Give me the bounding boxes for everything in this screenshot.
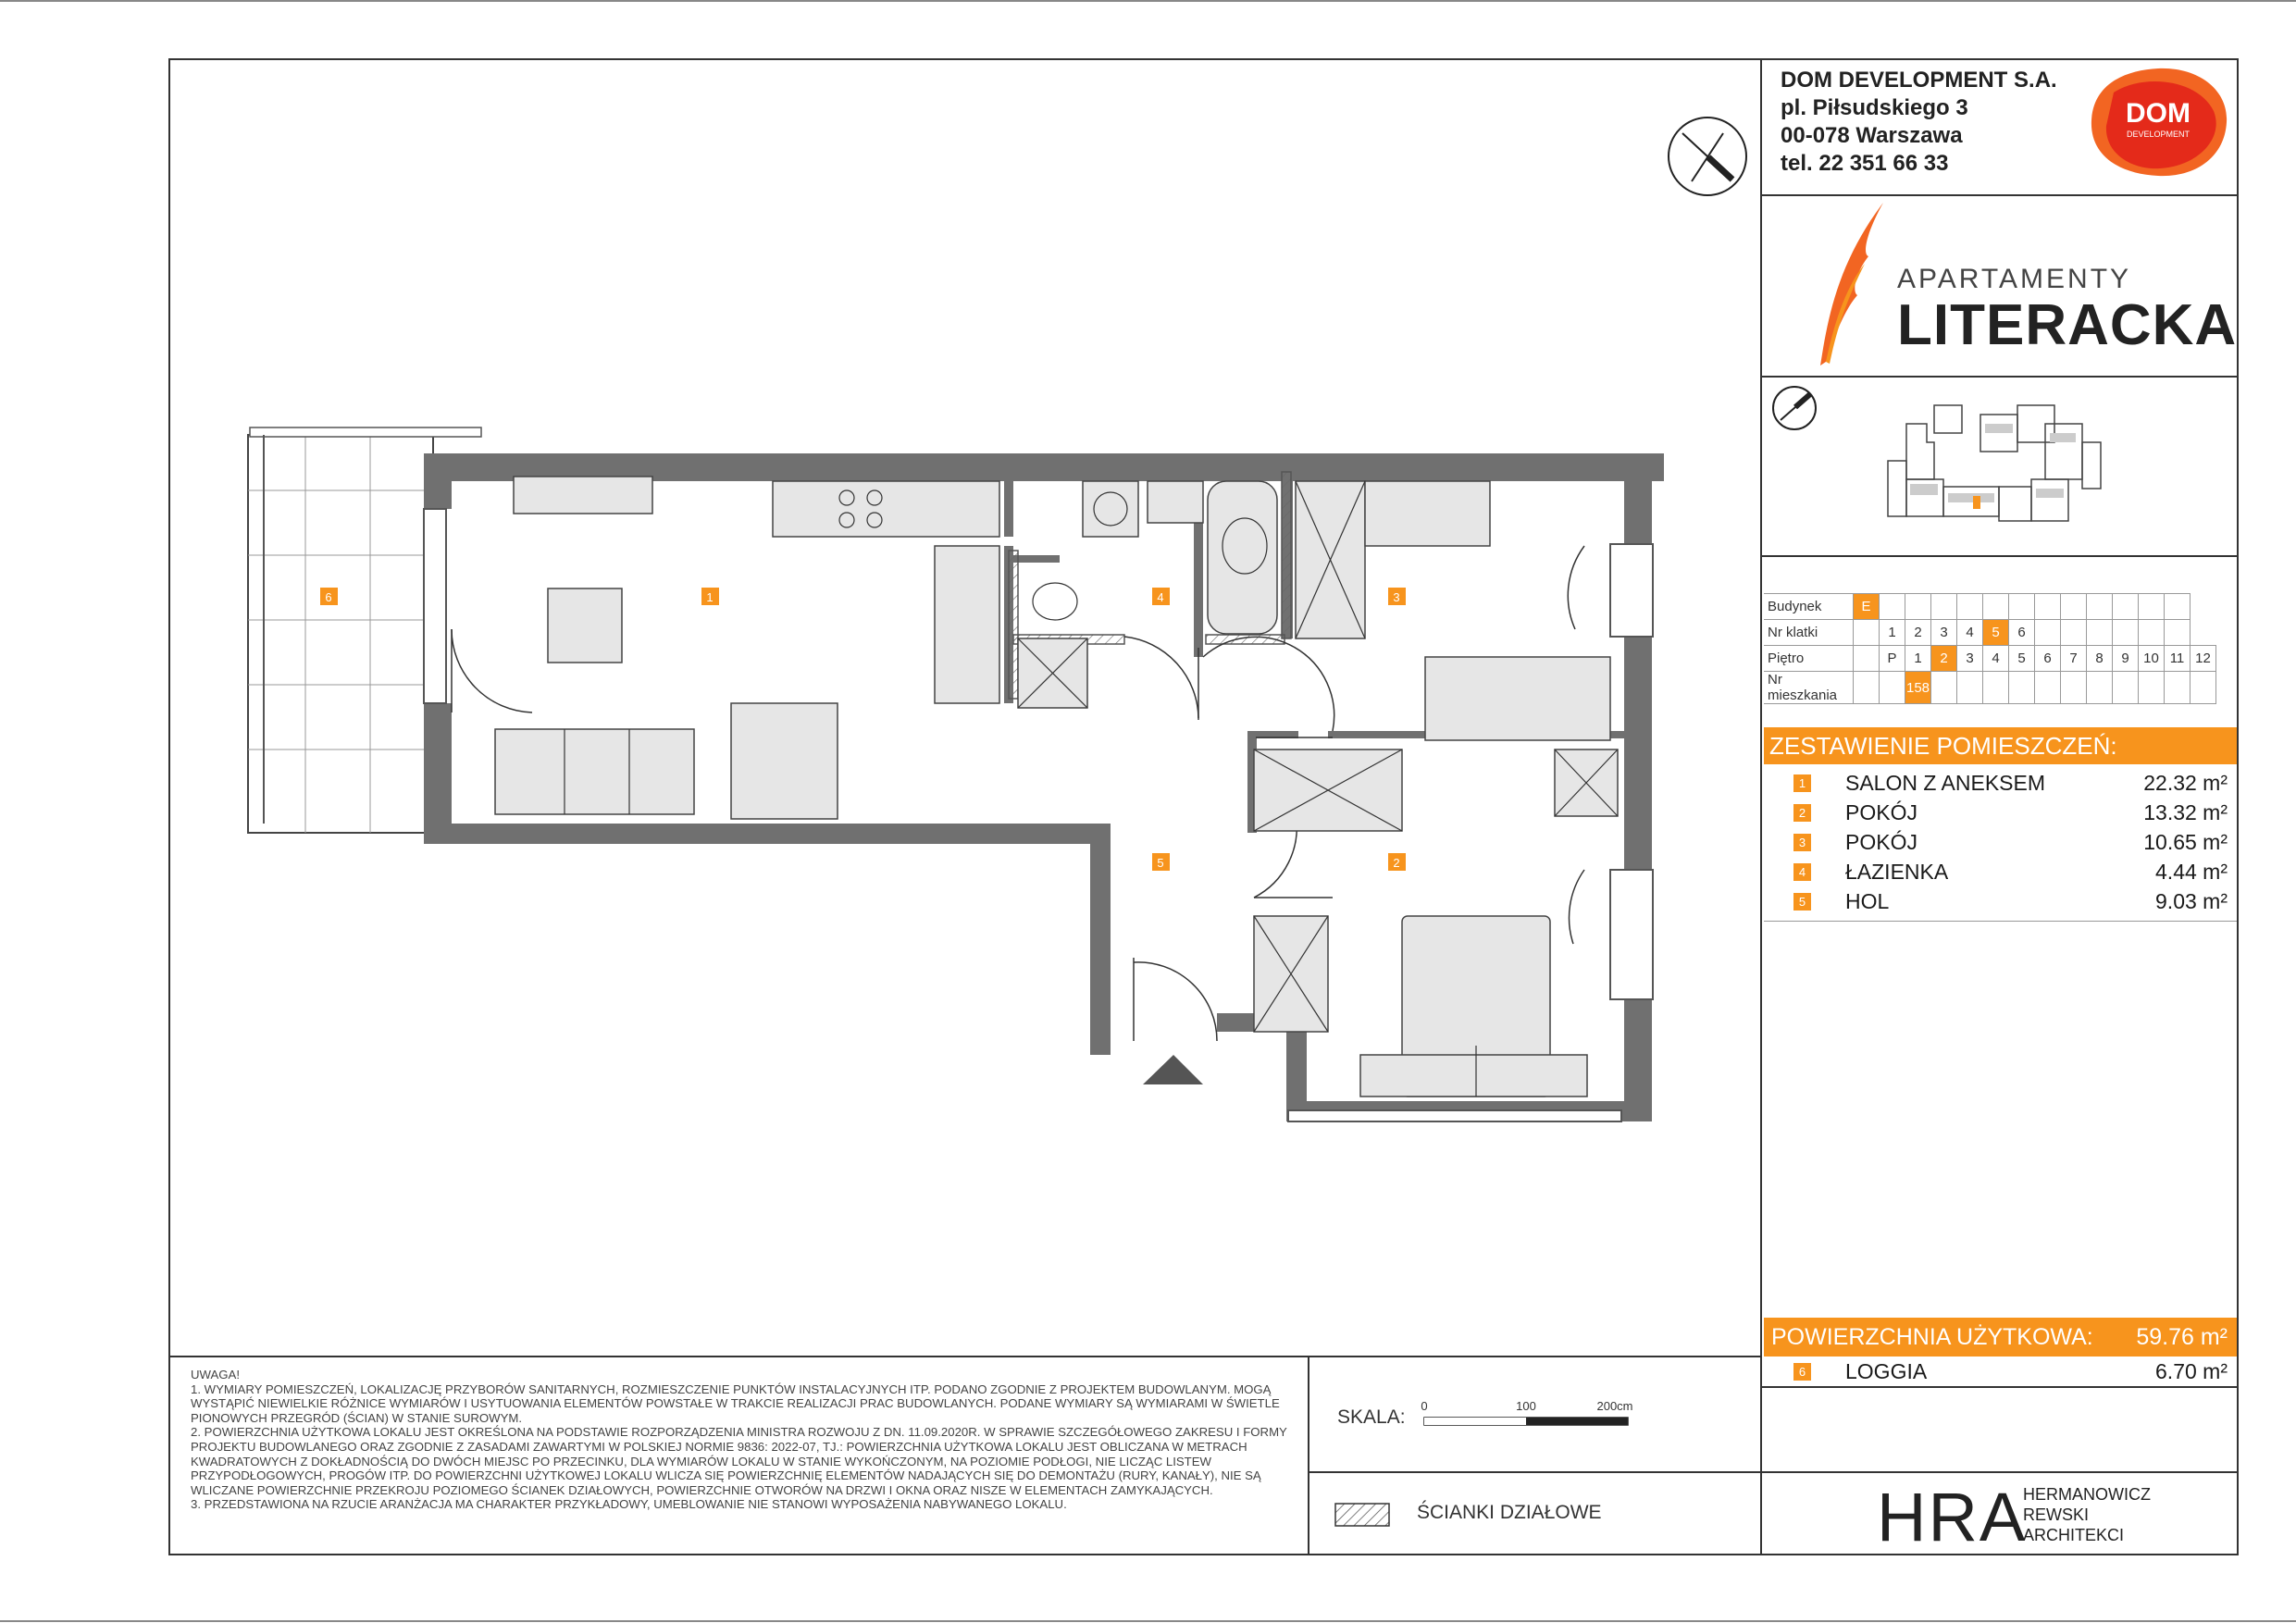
room-area: 6.70 m² — [2155, 1359, 2228, 1383]
scale-tick-200: 200cm — [1596, 1399, 1633, 1413]
building-label: Budynek — [1764, 594, 1854, 620]
panel-divider — [1760, 194, 2239, 196]
building-key-plan — [1869, 387, 2128, 535]
total-area-value: 59.76 m² — [2136, 1324, 2228, 1350]
plan-marker-1: 1 — [706, 590, 714, 604]
washbasin — [1148, 481, 1203, 523]
note-item: 2. POWIERZCHNIA UŻYTKOWA LOKALU JEST OKREŚLONA NA PODSTAWIE ROZPORZĄDZENIA MINISTRA ROZWOJU Z DN. 11.09.2020R. W SPRAWIE SZCZEGÓŁOWEGO ZAKRESU I FORMY PROJEKTU BUDOWLANEGO ORAZ ZGODNIE Z ZASADAMI ZAWARTYMI W POLSKIEJ NORMIE 9836: 2022-07, TJ.: POWIERZCHNIA UŻYTKOWA LOKALU JEST OBLICZANA W METRACH KWADRATOWYCH Z DOKŁADNOŚCIĄ DO DWÓCH MIEJSC PO PRZECINKU, DLA WYMIARÓW LOKALU W STANIE WYKOŃCZONYM, NA POZIOMIE PODŁOGI, NIE LICZĄC LISTEW PRZYPODŁOGOWYCH, PROGÓW ITP. DO POWIERZCHNI UŻYTKOWEJ LOKALU WLICZA SIĘ POWIERZCHNIĘ ELEMENTÓW NADAJĄCYCH SIĘ DO DEMONTAŻU (RURY, KANAŁY), NIE SĄ WLICZANE POWIERZCHNIE PRZEKROJU POZIOMEGO ŚCIANEK DZIAŁOWYCH, POWIERZCHNIE OTWORÓW NA DRZWI I OKNA ORAZ NISZE W ELEMENTACH ZAMYKAJĄCYCH. — [191, 1425, 1287, 1497]
room-name: HOL — [1845, 889, 1890, 913]
small-north-arrow-icon — [1769, 383, 1819, 433]
washing-machine — [1083, 481, 1138, 537]
company-city: 00-078 Warszawa — [1781, 123, 1963, 148]
scale-tick-100: 100 — [1516, 1399, 1536, 1413]
stairwell-cell: 1 — [1880, 620, 1905, 646]
floor-cell: 1 — [1905, 646, 1931, 672]
room-number: 4 — [1793, 863, 1811, 881]
floor-cell: 7 — [2061, 646, 2087, 672]
notes-divider — [168, 1356, 1762, 1357]
kitchen-column — [935, 546, 999, 703]
rooms-header: ZESTAWIENIE POMIESZCZEŃ: — [1764, 727, 2237, 764]
notes-divider — [1308, 1356, 1309, 1555]
partition-wall-legend-icon — [1334, 1503, 1390, 1527]
bottom-border-line — [0, 1620, 2296, 1622]
room-row — [1764, 798, 2237, 827]
total-area-label: POWIERZCHNIA UŻYTKOWA: — [1771, 1324, 2093, 1350]
scale-bar — [1421, 1395, 1633, 1432]
single-bed — [1425, 657, 1610, 740]
room-area: 22.32 m² — [2143, 771, 2228, 795]
room-number: 6 — [1793, 1363, 1811, 1381]
room-row — [1764, 886, 2237, 916]
coffee-table — [548, 588, 622, 663]
stairwell-cell: 3 — [1931, 620, 1957, 646]
sofa — [495, 729, 694, 814]
architect-line: ARCHITEKCI — [2023, 1526, 2125, 1544]
company-address — [1781, 67, 2057, 178]
rooms-divider — [1764, 921, 2237, 922]
floor-row — [1764, 646, 2216, 672]
notes-divider — [1308, 1471, 1762, 1473]
kitchen-counter — [773, 481, 999, 537]
floor-cell: 8 — [2087, 646, 2113, 672]
scale-label: SKALA: — [1337, 1406, 1406, 1428]
panel-divider — [1760, 555, 2239, 557]
apartment-label: Nr mieszkania — [1764, 672, 1854, 704]
floor-cell: 9 — [2113, 646, 2139, 672]
scale-tick-0: 0 — [1421, 1399, 1428, 1413]
panel-divider — [1760, 1386, 2239, 1388]
brand-subtitle: APARTAMENTY — [1897, 264, 2132, 294]
north-arrow-icon — [1664, 113, 1751, 200]
brand-title: LITERACKA — [1897, 293, 2238, 357]
floor-label: Piętro — [1764, 646, 1854, 672]
room-number: 5 — [1793, 893, 1811, 911]
partition-wall-legend: ŚCIANKI DZIAŁOWE — [1417, 1502, 1602, 1523]
floor-cell: 6 — [2035, 646, 2061, 672]
note-item: 3. PRZEDSTAWIONA NA RZUCIE ARANŻACJA MA CHARAKTER PRZYKŁADOWY, UMEBLOWANIE NIE STANOWI WYPOSAŻENIA NABYWANEGO LOKALU. — [191, 1497, 1067, 1512]
plan-marker-6: 6 — [325, 590, 332, 604]
floor-cell: P — [1880, 646, 1905, 672]
plan-marker-4: 4 — [1157, 590, 1164, 604]
tv-cabinet — [514, 477, 652, 514]
room-area: 9.03 m² — [2155, 889, 2228, 913]
note-item: 1. WYMIARY POMIESZCZEŃ, LOKALIZACJĘ PRZYBORÓW SANITARNYCH, ROZMIESZCZENIE PUNKTÓW INSTALACYJNYCH ITP. PODANO ZGODNIE Z PROJEKTEM BUDOWLANYM. MOGĄ WYSTĄPIĆ NIEWIELKIE RÓŻNICE WYMIARÓW I USYTUOWANIA ELEMENTÓW POWSTAŁE W TRAKCIE REALIZACJI PRAC BUDOWLANYCH. PODANE WYMIARY SĄ WYMIARAMI W ŚWIETLE PIONOWYCH PRZEGRÓD (ŚCIAN) W STANIE SUROWYM. — [191, 1381, 1280, 1425]
bathtub — [1208, 481, 1277, 634]
floor-cell: 12 — [2191, 646, 2216, 672]
plan-marker-3: 3 — [1393, 590, 1400, 604]
notes-block — [191, 1368, 1287, 1512]
company-street: pl. Piłsudskiego 3 — [1781, 95, 1968, 120]
furniture — [495, 477, 1618, 1096]
total-area-bar — [1764, 1318, 2237, 1357]
stairwell-cell-selected: 5 — [1983, 620, 2009, 646]
apartment-row — [1764, 672, 2216, 704]
floor-cell: 10 — [2139, 646, 2165, 672]
entrance-arrow-icon — [1143, 1055, 1203, 1084]
loggia-row — [1764, 1357, 2237, 1386]
location-table — [1764, 593, 2216, 704]
room-area: 4.44 m² — [2155, 860, 2228, 884]
architect-name — [2023, 1484, 2151, 1545]
room-number: 1 — [1793, 774, 1811, 792]
plan-marker-5: 5 — [1157, 856, 1164, 870]
bedside — [1360, 1055, 1587, 1096]
room-number: 3 — [1793, 834, 1811, 851]
room-row — [1764, 768, 2237, 798]
floor-cell: 5 — [2009, 646, 2035, 672]
stairwell-row — [1764, 620, 2216, 646]
panel-divider — [1760, 1471, 2239, 1473]
room-area: 10.65 m² — [2143, 830, 2228, 854]
architect-line: HERMANOWICZ — [2023, 1485, 2151, 1504]
room-row — [1764, 857, 2237, 886]
room-number: 2 — [1793, 804, 1811, 822]
room-row — [1764, 827, 2237, 857]
stairwell-label: Nr klatki — [1764, 620, 1854, 646]
stairwell-cell: 6 — [2009, 620, 2035, 646]
room-name: ŁAZIENKA — [1845, 860, 1949, 884]
top-border-line — [0, 0, 2296, 2]
stairwell-cell: 4 — [1957, 620, 1983, 646]
room-name: POKÓJ — [1845, 830, 1917, 854]
room-name: SALON Z ANEKSEM — [1845, 771, 2046, 795]
dining-table — [731, 703, 838, 819]
floor-plan — [167, 407, 1684, 1147]
building-value: E — [1854, 594, 1880, 620]
floor-cell-selected: 2 — [1931, 646, 1957, 672]
panel-divider — [1760, 376, 2239, 378]
feather-logo-icon — [1809, 199, 1888, 370]
panel-divider — [1760, 58, 1762, 1555]
company-phone: tel. 22 351 66 33 — [1781, 151, 1949, 176]
apartment-value: 158 — [1905, 672, 1931, 704]
dom-development-logo — [2086, 65, 2230, 180]
room-name: LOGGIA — [1845, 1359, 1928, 1383]
room-area: 13.32 m² — [2143, 800, 2228, 824]
floor-cell: 3 — [1957, 646, 1983, 672]
notes-title: UWAGA! — [191, 1368, 240, 1381]
stairwell-cell: 2 — [1905, 620, 1931, 646]
floor-cell: 11 — [2165, 646, 2191, 672]
architect-logo: HRA — [1877, 1479, 2028, 1555]
room-name: POKÓJ — [1845, 800, 1917, 824]
desk — [1365, 481, 1490, 546]
dom-logo-text: DOM — [2126, 98, 2191, 129]
plan-marker-2: 2 — [1393, 856, 1400, 870]
dom-logo-sub: DEVELOPMENT — [2126, 130, 2191, 139]
floor-cell: 4 — [1983, 646, 2009, 672]
company-name: DOM DEVELOPMENT S.A. — [1781, 68, 2057, 93]
architect-line: REWSKI — [2023, 1505, 2090, 1524]
building-row — [1764, 594, 2216, 620]
